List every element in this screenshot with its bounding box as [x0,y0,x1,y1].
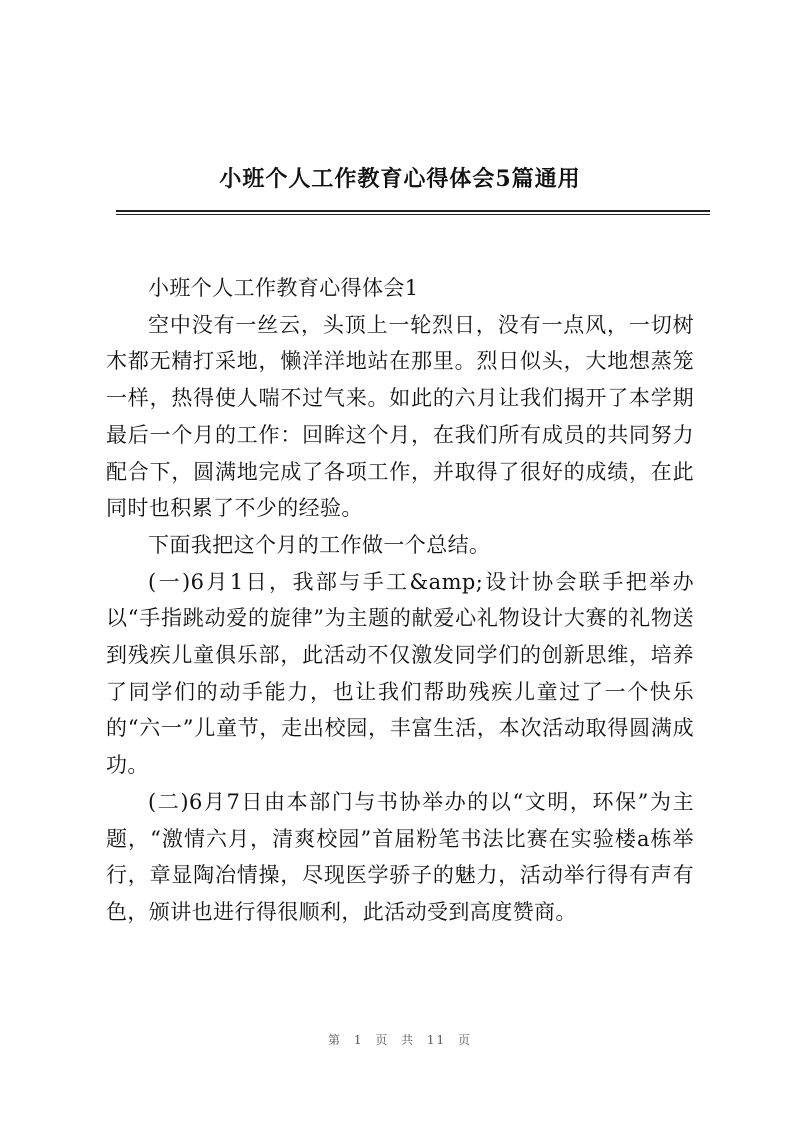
paragraph: (二)6月7日由本部门与书协举办的以“文明，环保”为主题，“激情六月，清爽校园”首届粉笔书法比赛在实验楼a栋举行，章显陶冶情操，尽现医学骄子的魅力，活动举行得有声有色，颁讲也进行得很顺利，此活动受到高度赞商。 [106,789,694,924]
title-underline [116,210,710,212]
page-number-footer: 第 1 页 共 11 页 [328,1033,472,1047]
section-heading: 小班个人工作教育心得体会1 [148,276,419,300]
document-body [106,270,694,931]
paragraph: (一)6月1日，我部与手工&amp;设计协会联手把举办以“手指跳动爱的旋律”为主题的献爱心礼物设计大赛的礼物送到残疾儿童俱乐部，此活动不仅激发同学们的创新思维，培养了同学们的动手能力，也让我们帮助残疾儿童过了一个快乐的“六一”儿童节，走出校园，丰富生活，本次活动取得圆满成功。 [106,569,694,778]
paragraph: 下面我把这个月的工作做一个总结。 [148,532,491,557]
paragraph: 空中没有一丝云，头顶上一轮烈日，没有一点风，一切树木都无精打采地，懒洋洋地站在那里。烈日似头，大地想蒸笼一样，热得使人喘不过气来。如此的六月让我们揭开了本学期最后一个月的工作：回眸这个月，在我们所有成员的共同努力配合下，圆满地完成了各项工作，并取得了很好的成绩，在此同时也积累了不少的经验。 [106,312,694,521]
title-underline-thin [116,214,710,215]
document-title: 小班个人工作教育心得体会5篇通用 [219,166,581,192]
